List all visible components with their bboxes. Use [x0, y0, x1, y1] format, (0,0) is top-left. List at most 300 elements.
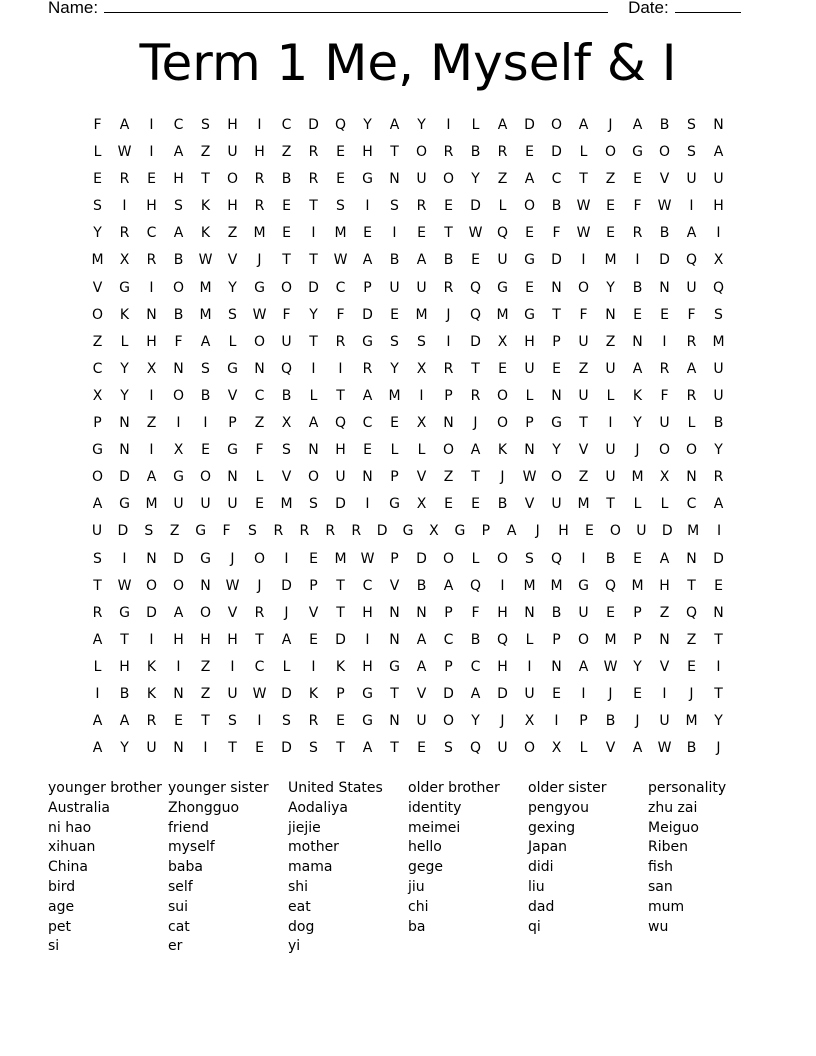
grid-letter: Y — [714, 713, 723, 730]
word-bank-item: meimei — [408, 819, 461, 836]
grid-letter: Q — [496, 631, 509, 648]
grid-letter: R — [146, 252, 157, 269]
grid-letter: Y — [363, 117, 372, 133]
grid-letter: E — [714, 577, 723, 594]
grid-letter: Y — [552, 442, 561, 459]
grid-letter: D — [308, 279, 319, 296]
grid-letter: E — [444, 198, 453, 215]
grid-letter: O — [604, 144, 617, 161]
grid-letter: F — [222, 523, 231, 540]
grid-letter: L — [660, 496, 669, 513]
grid-letter: U — [551, 496, 562, 513]
grid-letter: A — [119, 117, 130, 133]
grid-letter: B — [173, 306, 184, 323]
grid-letter: I — [581, 685, 586, 702]
grid-letter: U — [497, 740, 508, 757]
grid-letter: D — [308, 117, 319, 133]
grid-letter: A — [470, 685, 481, 702]
grid-letter: B — [443, 252, 454, 269]
grid-letter: P — [444, 387, 453, 404]
word-bank-item: friend — [168, 819, 209, 836]
grid-letter: I — [149, 117, 154, 133]
grid-letter: L — [606, 387, 615, 404]
grid-letter: I — [149, 387, 154, 404]
grid-letter: U — [605, 442, 616, 459]
grid-letter: W — [252, 306, 267, 323]
grid-letter: I — [689, 198, 694, 215]
grid-letter: F — [579, 306, 588, 323]
grid-letter: I — [500, 577, 505, 594]
grid-letter: N — [389, 171, 400, 188]
grid-letter: T — [201, 171, 210, 188]
grid-letter: P — [336, 685, 345, 702]
grid-letter: E — [174, 713, 183, 730]
grid-letter: H — [713, 198, 724, 215]
grid-letter: T — [471, 469, 480, 486]
grid-letter: B — [119, 685, 130, 702]
grid-letter: E — [498, 360, 507, 377]
grid-letter: I — [365, 496, 370, 513]
grid-letter: T — [714, 685, 723, 702]
grid-row — [84, 275, 732, 302]
grid-letter: L — [471, 550, 480, 567]
grid-letter: A — [497, 117, 508, 133]
grid-letter: V — [389, 577, 400, 594]
grid-letter: N — [173, 685, 184, 702]
grid-letter: I — [365, 631, 370, 648]
grid-letter: O — [199, 469, 212, 486]
grid-letter: E — [282, 225, 291, 242]
grid-letter: N — [551, 279, 562, 296]
grid-letter: G — [524, 252, 535, 269]
grid-letter: K — [497, 442, 508, 459]
grid-letter: B — [632, 279, 643, 296]
grid-letter: Y — [120, 387, 129, 404]
grid-letter: D — [470, 333, 481, 350]
grid-letter: Y — [93, 225, 102, 242]
grid-letter: L — [390, 442, 399, 459]
grid-letter: V — [308, 604, 319, 621]
grid-letter: C — [443, 631, 454, 648]
grid-letter: G — [119, 279, 130, 296]
grid-letter: P — [444, 604, 453, 621]
grid-letter: M — [550, 577, 563, 594]
word-bank-item: mama — [288, 859, 333, 876]
grid-letter: R — [351, 523, 362, 540]
grid-letter: T — [579, 171, 588, 188]
grid-letter: M — [145, 496, 158, 513]
grid-letter: D — [281, 740, 292, 757]
grid-letter: A — [92, 631, 103, 648]
grid-letter: M — [712, 333, 725, 350]
grid-letter: A — [713, 496, 724, 513]
grid-letter: O — [172, 387, 185, 404]
grid-letter: S — [174, 198, 183, 215]
grid-letter: R — [443, 279, 454, 296]
grid-letter: C — [362, 577, 373, 594]
grid-letter: A — [173, 144, 184, 161]
grid-letter: X — [416, 415, 427, 432]
grid-letter: X — [524, 713, 535, 730]
word-bank-item: yi — [288, 938, 301, 955]
grid-letter: N — [389, 631, 400, 648]
grid-letter: X — [551, 740, 562, 757]
grid-letter: C — [470, 658, 481, 675]
grid-letter: E — [660, 306, 669, 323]
grid-letter: A — [173, 225, 184, 242]
grid-letter: E — [255, 496, 264, 513]
grid-letter: E — [444, 496, 453, 513]
grid-letter: X — [429, 523, 439, 540]
grid-letter: I — [149, 279, 154, 296]
grid-letter: X — [497, 333, 508, 350]
grid-letter: Z — [605, 333, 616, 350]
grid-letter: B — [605, 550, 616, 567]
grid-letter: N — [686, 469, 697, 486]
grid-letter: A — [578, 117, 589, 133]
grid-letter: C — [362, 415, 373, 432]
grid-letter: C — [254, 658, 265, 675]
page-title: Term 1 Me, Myself & I — [139, 34, 677, 92]
grid-letter: N — [713, 604, 724, 621]
grid-letter: M — [604, 631, 617, 648]
grid-letter: L — [93, 658, 102, 675]
grid-letter: E — [336, 713, 345, 730]
grid-letter: F — [660, 387, 669, 404]
grid-letter: O — [658, 144, 671, 161]
grid-letter: S — [417, 333, 426, 350]
grid-letter: E — [336, 144, 345, 161]
grid-letter: W — [360, 550, 375, 567]
grid-letter: I — [527, 658, 532, 675]
grid-letter: H — [659, 577, 670, 594]
grid-letter: D — [659, 252, 670, 269]
grid-row — [84, 112, 732, 139]
grid-letter: L — [93, 144, 102, 161]
grid-letter: G — [173, 469, 184, 486]
grid-letter: U — [416, 713, 427, 730]
grid-letter: K — [200, 198, 211, 215]
grid-letter: J — [535, 523, 540, 540]
grid-letter: M — [334, 225, 347, 242]
grid-letter: P — [633, 631, 642, 648]
grid-letter: D — [173, 550, 184, 567]
grid-row — [84, 735, 732, 762]
grid-letter: Q — [280, 360, 293, 377]
grid-letter: N — [551, 387, 562, 404]
grid-letter: T — [579, 415, 588, 432]
grid-letter: B — [659, 117, 670, 133]
grid-letter: R — [659, 360, 670, 377]
grid-letter: S — [228, 713, 237, 730]
grid-letter: V — [281, 469, 292, 486]
grid-letter: C — [92, 360, 103, 377]
grid-letter: S — [144, 523, 154, 540]
grid-letter: I — [257, 713, 262, 730]
grid-letter: D — [551, 144, 562, 161]
grid-letter: T — [336, 387, 345, 404]
grid-row — [84, 410, 732, 437]
grid-letter: D — [443, 685, 454, 702]
grid-letter: X — [416, 360, 427, 377]
grid-letter: B — [551, 604, 562, 621]
grid-letter: S — [282, 442, 291, 459]
grid-letter: E — [525, 225, 534, 242]
grid-letter: W — [117, 577, 132, 594]
grid-letter: L — [282, 658, 291, 675]
grid-letter: L — [417, 442, 426, 459]
grid-letter: W — [117, 144, 132, 161]
grid-letter: O — [442, 550, 455, 567]
grid-letter: P — [633, 604, 642, 621]
grid-letter: N — [389, 713, 400, 730]
grid-letter: E — [390, 306, 399, 323]
grid-letter: W — [576, 225, 591, 242]
grid-row — [84, 464, 732, 491]
grid-letter: X — [659, 469, 670, 486]
grid-letter: U — [416, 279, 427, 296]
grid-letter: T — [444, 225, 453, 242]
word-bank-item: mum — [648, 898, 685, 915]
grid-row — [84, 302, 732, 329]
grid-letter: N — [713, 117, 724, 133]
grid-letter: U — [713, 171, 724, 188]
word-bank-item: China — [48, 859, 88, 876]
grid-letter: U — [578, 604, 589, 621]
word-bank-item: Aodaliya — [288, 799, 349, 816]
grid-letter: O — [172, 577, 185, 594]
grid-letter: U — [146, 740, 157, 757]
grid-letter: O — [523, 198, 536, 215]
grid-letter: Y — [390, 360, 399, 377]
grid-letter: T — [282, 252, 291, 269]
grid-letter: L — [579, 740, 588, 757]
grid-letter: G — [402, 523, 414, 540]
grid-letter: I — [419, 387, 424, 404]
grid-letter: E — [309, 550, 318, 567]
grid-letter: E — [363, 225, 372, 242]
grid-letter: O — [280, 279, 293, 296]
name-label: Name: — [48, 0, 99, 17]
grid-letter: D — [661, 523, 673, 540]
grid-letter: E — [417, 225, 426, 242]
grid-letter: A — [119, 713, 130, 730]
word-bank-item: shi — [288, 878, 309, 895]
grid-letter: G — [254, 279, 265, 296]
grid-letter: S — [309, 496, 318, 513]
grid-letter: R — [686, 387, 697, 404]
grid-letter: E — [606, 225, 615, 242]
grid-letter: L — [525, 631, 534, 648]
grid-letter: B — [389, 252, 400, 269]
grid-letter: H — [227, 117, 238, 133]
word-bank-item: qi — [528, 918, 541, 935]
grid-letter: G — [497, 279, 508, 296]
grid-letter: K — [119, 306, 130, 323]
grid-letter: O — [442, 171, 455, 188]
grid-letter: D — [117, 523, 129, 540]
grid-letter: Z — [605, 171, 616, 188]
grid-letter: B — [551, 198, 562, 215]
grid-letter: D — [335, 631, 346, 648]
grid-letter: H — [200, 631, 211, 648]
grid-letter: T — [201, 713, 210, 730]
grid-letter: Q — [469, 740, 482, 757]
grid-letter: Y — [633, 415, 642, 432]
grid-letter: S — [201, 360, 210, 377]
grid-letter: N — [173, 740, 184, 757]
grid-letter: D — [146, 604, 157, 621]
grid-letter: S — [390, 333, 399, 350]
word-bank-item: self — [168, 878, 193, 895]
grid-letter: V — [524, 496, 535, 513]
word-bank-item: ni hao — [48, 819, 92, 836]
word-bank-item: older brother — [408, 780, 500, 796]
grid-letter: Z — [200, 685, 211, 702]
grid-letter: U — [605, 360, 616, 377]
grid-letter: A — [659, 550, 670, 567]
grid-letter: S — [714, 306, 723, 323]
grid-letter: A — [416, 631, 427, 648]
grid-letter: I — [581, 252, 586, 269]
grid-letter: E — [390, 415, 399, 432]
grid-letter: N — [659, 279, 670, 296]
grid-letter: Z — [254, 415, 265, 432]
grid-letter: R — [443, 360, 454, 377]
grid-letter: J — [608, 117, 613, 133]
grid-letter: D — [497, 685, 508, 702]
grid-letter: M — [199, 306, 212, 323]
grid-letter: A — [506, 523, 517, 540]
grid-letter: A — [578, 658, 589, 675]
grid-row — [84, 329, 732, 356]
word-bank-item: pengyou — [528, 799, 589, 816]
grid-letter: R — [470, 387, 481, 404]
grid-letter: W — [252, 685, 267, 702]
grid-letter: I — [149, 631, 154, 648]
grid-letter: P — [579, 713, 588, 730]
grid-letter: O — [496, 387, 509, 404]
grid-letter: T — [390, 740, 399, 757]
grid-letter: N — [146, 306, 157, 323]
grid-letter: J — [284, 604, 289, 621]
grid-letter: G — [119, 496, 130, 513]
grid-letter: X — [119, 252, 130, 269]
grid-letter: B — [470, 144, 481, 161]
grid-letter: I — [662, 685, 667, 702]
grid-letter: X — [146, 360, 157, 377]
word-bank-item: jiu — [408, 878, 425, 895]
grid-letter: U — [173, 496, 184, 513]
grid-letter: Y — [228, 279, 237, 296]
grid-letter: X — [713, 252, 724, 269]
grid-letter: H — [146, 333, 157, 350]
grid-letter: S — [93, 198, 102, 215]
grid-letter: N — [524, 604, 535, 621]
grid-letter: J — [608, 685, 613, 702]
grid-letter: D — [416, 550, 427, 567]
grid-letter: U — [335, 469, 346, 486]
grid-letter: Y — [606, 279, 615, 296]
grid-letter: Z — [443, 469, 454, 486]
word-bank-item: gexing — [528, 819, 576, 836]
word-bank-item: personality — [648, 780, 727, 796]
grid-letter: K — [146, 658, 157, 675]
grid-row — [84, 383, 732, 410]
grid-letter: I — [635, 252, 640, 269]
grid-letter: J — [230, 550, 235, 567]
grid-letter: I — [554, 713, 559, 730]
word-bank-item: ba — [408, 918, 426, 935]
grid-letter: J — [716, 740, 721, 757]
grid-letter: I — [203, 415, 208, 432]
grid-letter: M — [388, 387, 401, 404]
grid-letter: A — [92, 740, 103, 757]
grid-row — [84, 139, 732, 166]
grid-letter: Q — [712, 279, 725, 296]
grid-letter: L — [120, 333, 129, 350]
grid-letter: U — [605, 469, 616, 486]
grid-letter: Z — [200, 144, 211, 161]
grid-letter: Q — [496, 225, 509, 242]
grid-letter: N — [605, 306, 616, 323]
grid-letter: I — [446, 117, 451, 133]
grid-letter: Z — [578, 469, 589, 486]
grid-letter: E — [471, 496, 480, 513]
grid-letter: I — [176, 658, 181, 675]
grid-letter: V — [659, 171, 670, 188]
grid-letter: T — [120, 631, 129, 648]
grid-letter: O — [91, 469, 104, 486]
grid-letter: G — [227, 442, 238, 459]
grid-letter: T — [687, 577, 696, 594]
grid-letter: V — [605, 740, 616, 757]
grid-letter: W — [225, 577, 240, 594]
grid-letter: A — [200, 333, 211, 350]
grid-letter: O — [496, 415, 509, 432]
grid-letter: F — [687, 306, 696, 323]
word-bank-item: age — [48, 898, 75, 915]
grid-letter: Q — [469, 306, 482, 323]
word-bank-item: er — [168, 938, 183, 955]
grid-letter: R — [335, 333, 346, 350]
grid-letter: I — [95, 685, 100, 702]
grid-letter: J — [500, 469, 505, 486]
grid-letter: O — [199, 604, 212, 621]
grid-row — [84, 247, 732, 274]
grid-letter: U — [200, 496, 211, 513]
grid-letter: H — [119, 658, 130, 675]
grid-letter: B — [686, 740, 697, 757]
grid-letter: V — [578, 442, 589, 459]
grid-letter: P — [228, 415, 237, 432]
grid-letter: M — [523, 577, 536, 594]
grid-letter: A — [308, 415, 319, 432]
grid-letter: J — [257, 577, 262, 594]
grid-letter: T — [390, 144, 399, 161]
grid-letter: T — [606, 496, 615, 513]
grid-letter: G — [362, 713, 373, 730]
word-bank-item: san — [648, 878, 673, 895]
grid-letter: Z — [281, 144, 292, 161]
word-bank-item: dad — [528, 898, 555, 915]
grid-letter: S — [687, 144, 696, 161]
grid-letter: L — [687, 415, 696, 432]
grid-letter: R — [362, 360, 373, 377]
grid-letter: G — [551, 415, 562, 432]
grid-letter: P — [309, 577, 318, 594]
grid-letter: Z — [92, 333, 103, 350]
